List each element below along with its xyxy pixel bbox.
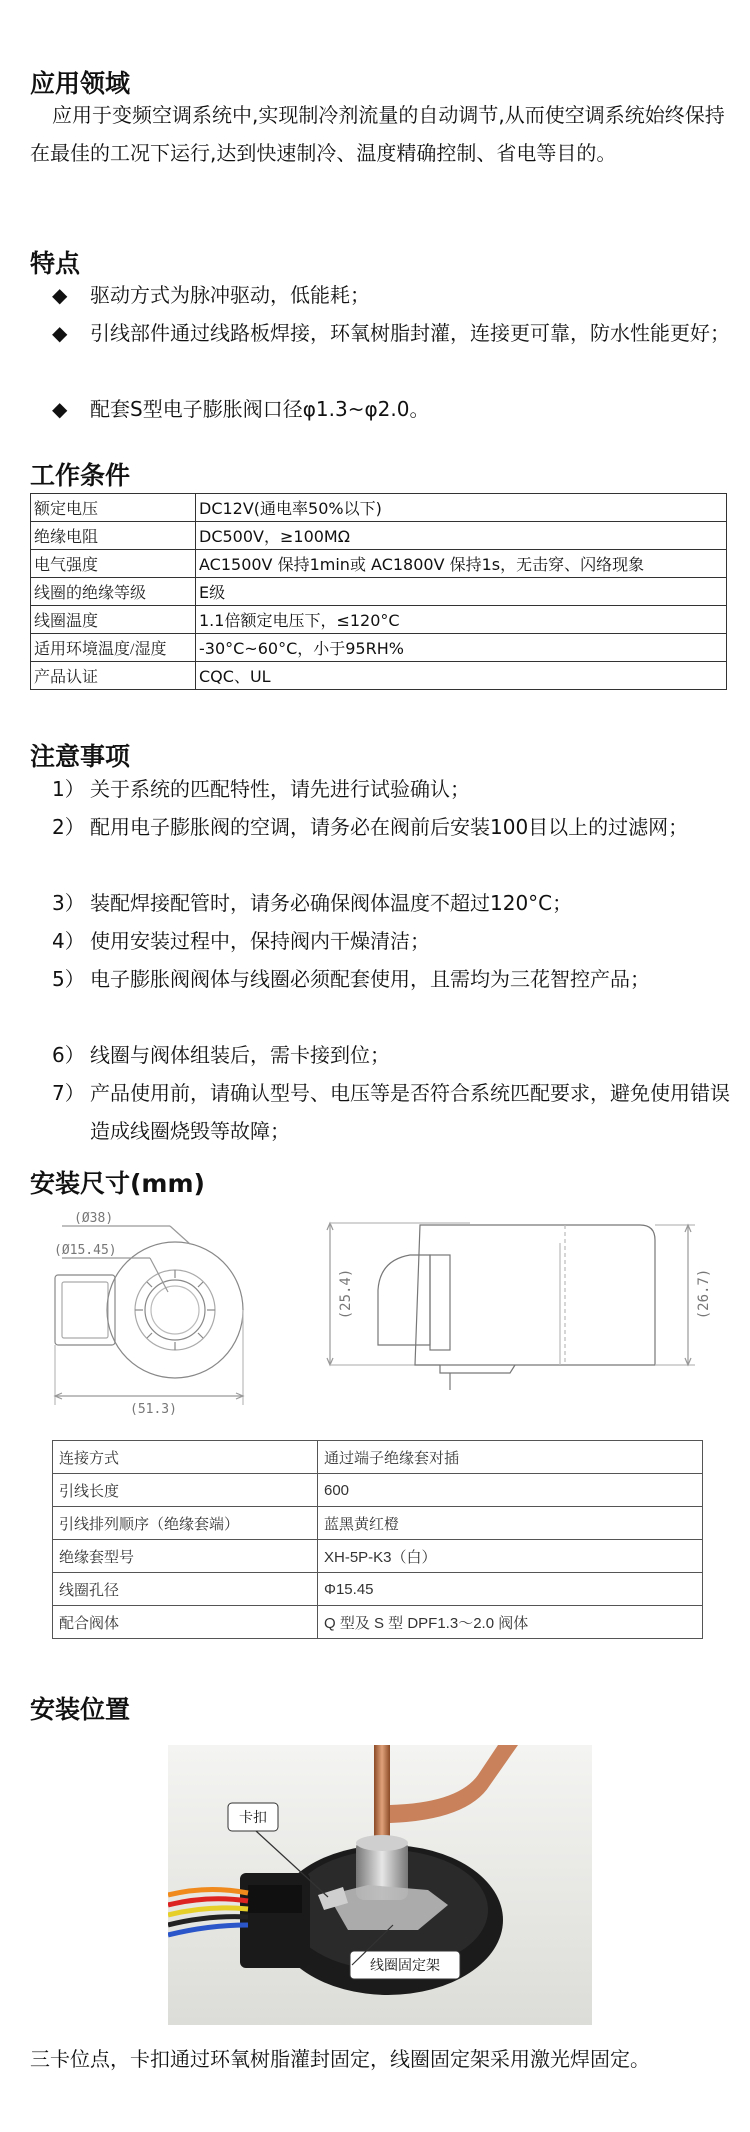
note-item xyxy=(52,770,732,808)
table-value: E级 xyxy=(196,578,727,606)
table-row xyxy=(53,1540,703,1573)
dim-label-d38: (Ø38) xyxy=(74,1211,114,1226)
table-key: 绝缘套型号 xyxy=(53,1540,318,1573)
coil-side-drawing xyxy=(320,1215,720,1405)
note-text: 产品使用前，请确认型号、电压等是否符合系统匹配要求，避免使用错误造成线圈烧毁等故障； xyxy=(90,1081,730,1143)
application-text: 应用于变频空调系统中,实现制冷剂流量的自动调节,从而使空调系统始终保持在最佳的工况下运行,达到快速制冷、温度精确控制、省电等目的。 xyxy=(30,103,725,165)
table-value: XH-5P-K3（白） xyxy=(318,1540,703,1573)
note-item xyxy=(52,808,732,846)
table-row xyxy=(31,522,727,550)
note-number: 5） xyxy=(52,967,85,991)
table-key: 连接方式 xyxy=(53,1441,318,1474)
note-item xyxy=(52,1036,732,1074)
table-key: 引线排列顺序（绝缘套端） xyxy=(53,1507,318,1540)
table-row xyxy=(31,550,727,578)
section-title-position: 安装位置 xyxy=(30,1695,131,1724)
table-value: CQC、UL xyxy=(196,662,727,690)
table-row xyxy=(53,1441,703,1474)
table-row xyxy=(53,1507,703,1540)
table-key: 绝缘电阻 xyxy=(31,522,196,550)
table-key: 线圈孔径 xyxy=(53,1573,318,1606)
section-title-application: 应用领域 xyxy=(30,69,131,98)
table-row xyxy=(31,606,727,634)
feature-text: 配套S型电子膨胀阀口径φ1.3~φ2.0。 xyxy=(90,397,430,421)
table-key: 额定电压 xyxy=(31,494,196,522)
table-value: Φ15.45 xyxy=(318,1573,703,1606)
table-value: AC1500V 保持1min或 AC1800V 保持1s，无击穿、闪络现象 xyxy=(196,550,727,578)
dim-label-w513: (51.3) xyxy=(130,1402,177,1417)
table-key: 线圈温度 xyxy=(31,606,196,634)
table-key: 产品认证 xyxy=(31,662,196,690)
table-row xyxy=(31,578,727,606)
position-caption: 三卡位点，卡扣通过环氧树脂灌封固定，线圈固定架采用激光焊固定。 xyxy=(30,2047,650,2071)
table-key: 引线长度 xyxy=(53,1474,318,1507)
note-text: 关于系统的匹配特性，请先进行试验确认； xyxy=(90,777,470,801)
feature-item xyxy=(52,314,732,352)
conditions-table xyxy=(30,493,727,690)
dim-label-h254: (25.4) xyxy=(338,1268,354,1320)
note-item xyxy=(52,884,732,922)
table-row xyxy=(53,1573,703,1606)
feature-item xyxy=(52,390,732,428)
note-item xyxy=(52,960,732,998)
table-row xyxy=(31,634,727,662)
note-number: 4） xyxy=(52,929,85,953)
callout-clip-label: 卡扣 xyxy=(239,1810,267,1826)
section-title-notes: 注意事项 xyxy=(30,742,131,771)
table-value: -30°C~60°C，小于95RH% xyxy=(196,634,727,662)
table-key: 适用环境温度/湿度 xyxy=(31,634,196,662)
note-text: 电子膨胀阀阀体与线圈必须配套使用，且需均为三花智控产品； xyxy=(90,967,650,991)
table-key: 配合阀体 xyxy=(53,1606,318,1639)
note-item xyxy=(52,922,732,960)
table-value: Q 型及 S 型 DPF1.3～2.0 阀体 xyxy=(318,1606,703,1639)
section-title-conditions: 工作条件 xyxy=(30,461,131,490)
dim-label-h267: (26.7) xyxy=(696,1268,712,1320)
table-value: DC500V，≥100MΩ xyxy=(196,522,727,550)
table-value: 600 xyxy=(318,1474,703,1507)
note-text: 使用安装过程中，保持阀内干燥清洁； xyxy=(90,929,430,953)
note-text: 配用电子膨胀阀的空调，请务必在阀前后安装100目以上的过滤网； xyxy=(90,815,689,839)
table-value: 1.1倍额定电压下，≤120°C xyxy=(196,606,727,634)
section-title-features: 特点 xyxy=(30,249,81,278)
note-number: 7） xyxy=(52,1081,85,1105)
table-value: DC12V(通电率50%以下) xyxy=(196,494,727,522)
note-text: 装配焊接配管时，请务必确保阀体温度不超过120°C； xyxy=(90,891,573,915)
table-row xyxy=(31,662,727,690)
install-photo xyxy=(168,1745,592,2025)
feature-item xyxy=(52,276,732,314)
note-item xyxy=(52,1074,732,1150)
table-row xyxy=(31,494,727,522)
note-number: 6） xyxy=(52,1043,85,1067)
note-number: 2） xyxy=(52,815,85,839)
diamond-bullet-icon: ◆ xyxy=(52,283,68,307)
table-key: 线圈的绝缘等级 xyxy=(31,578,196,606)
note-number: 1） xyxy=(52,777,85,801)
feature-text: 驱动方式为脉冲驱动，低能耗； xyxy=(90,283,370,307)
diamond-bullet-icon: ◆ xyxy=(52,397,68,421)
callout-holder-label: 线圈固定架 xyxy=(370,1958,440,1974)
table-row xyxy=(53,1474,703,1507)
table-value: 通过端子绝缘套对插 xyxy=(318,1441,703,1474)
section-title-dimensions: 安装尺寸(mm) xyxy=(30,1169,205,1198)
note-number: 3） xyxy=(52,891,85,915)
table-row xyxy=(53,1606,703,1639)
install-spec-table xyxy=(52,1440,703,1639)
dim-label-d1545: (Ø15.45) xyxy=(54,1243,117,1258)
table-key: 电气强度 xyxy=(31,550,196,578)
coil-front-drawing xyxy=(40,1200,320,1430)
table-value: 蓝黑黄红橙 xyxy=(318,1507,703,1540)
feature-text: 引线部件通过线路板焊接，环氧树脂封灌，连接更可靠，防水性能更好； xyxy=(90,321,730,345)
note-text: 线圈与阀体组装后，需卡接到位； xyxy=(90,1043,390,1067)
diamond-bullet-icon: ◆ xyxy=(52,321,68,345)
